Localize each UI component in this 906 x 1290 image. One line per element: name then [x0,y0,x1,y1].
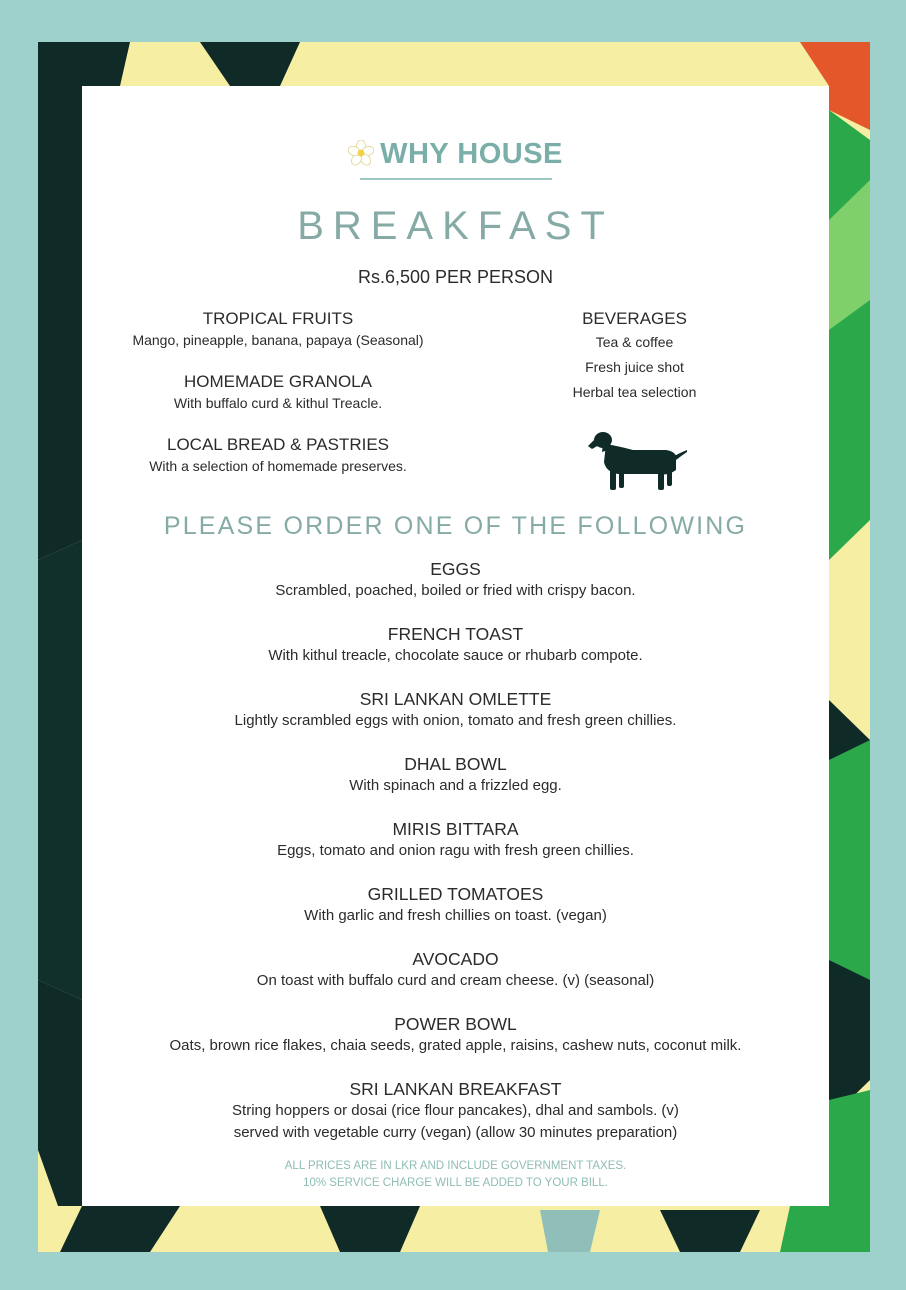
brand-name: WHY HOUSE [380,138,563,170]
option-name: SRI LANKAN BREAKFAST [349,1079,562,1099]
option-item [82,753,829,818]
option-item [82,1078,829,1143]
option-name: AVOCADO [412,949,499,969]
option-name: DHAL BOWL [404,754,507,774]
included-item-desc: Mango, pineapple, banana, papaya (Seasonal) [132,332,424,348]
included-item-desc: With buffalo curd & kithul Treacle. [173,395,383,411]
option-desc: Eggs, tomato and onion ragu with fresh green chillies. [277,842,634,859]
footer-note [82,1158,829,1192]
option-name: FRENCH TOAST [387,624,524,644]
price-line: Rs.6,500 PER PERSON [357,267,554,287]
option-item [82,818,829,883]
option-item [82,883,829,948]
option-desc: String hoppers or dosai (rice flour pancakes), dhal and sambols. (v) [232,1102,679,1119]
option-desc: On toast with buffalo curd and cream cheese. (v) (seasonal) [256,972,655,989]
option-desc: With kithul treacle, chocolate sauce or rhubarb compote. [268,647,643,664]
included-item [90,371,466,414]
option-item [82,948,829,1013]
option-desc: Lightly scrambled eggs with onion, tomato and fresh green chillies. [234,712,677,729]
option-item [82,688,829,753]
option-desc: Scrambled, poached, boiled or fried with crispy bacon. [275,582,636,599]
options-list [82,558,829,1143]
included-item [90,434,466,477]
included-item-name: LOCAL BREAD & PASTRIES [166,435,389,454]
included-item-name: TROPICAL FRUITS [202,309,354,328]
option-name: EGGS [430,559,481,579]
included-item-desc: With a selection of homemade preserves. [149,458,407,474]
option-item [82,558,829,623]
option-desc-line2: served with vegetable curry (vegan) (allow 30 minutes preparation) [233,1124,678,1141]
order-heading: PLEASE ORDER ONE OF THE FOLLOWING [163,512,748,540]
beverage-item: Fresh juice shot [585,359,684,375]
included-item-name: HOMEMADE GRANOLA [184,372,372,391]
beverage-item: Tea & coffee [595,334,674,350]
menu-card [82,86,829,1206]
frangipani-flower-icon [348,140,374,166]
option-name: POWER BOWL [394,1014,517,1034]
included-list [90,308,466,497]
option-item [82,623,829,688]
option-item [82,1013,829,1078]
option-name: SRI LANKAN OMLETTE [359,689,552,709]
option-name: MIRIS BITTARA [392,819,519,839]
beverage-item: Herbal tea selection [572,384,697,400]
brand-logo [82,138,829,171]
beverages-section [532,308,737,405]
included-item [90,308,466,351]
option-name: GRILLED TOMATOES [367,884,544,904]
brand-divider [360,178,552,180]
option-desc: With garlic and fresh chillies on toast. (vegan) [304,907,607,924]
beverages-title: BEVERAGES [582,309,687,328]
footer-line: 10% SERVICE CHARGE WILL BE ADDED TO YOUR BILL. [303,1177,608,1189]
option-desc: With spinach and a frizzled egg. [349,777,562,794]
option-desc: Oats, brown rice flakes, chaia seeds, grated apple, raisins, cashew nuts, coconut milk. [169,1037,742,1054]
dachshund-dog-icon [588,426,688,492]
menu-title: BREAKFAST [297,204,614,248]
footer-line: ALL PRICES ARE IN LKR AND INCLUDE GOVERNMENT TAXES. [284,1160,627,1172]
